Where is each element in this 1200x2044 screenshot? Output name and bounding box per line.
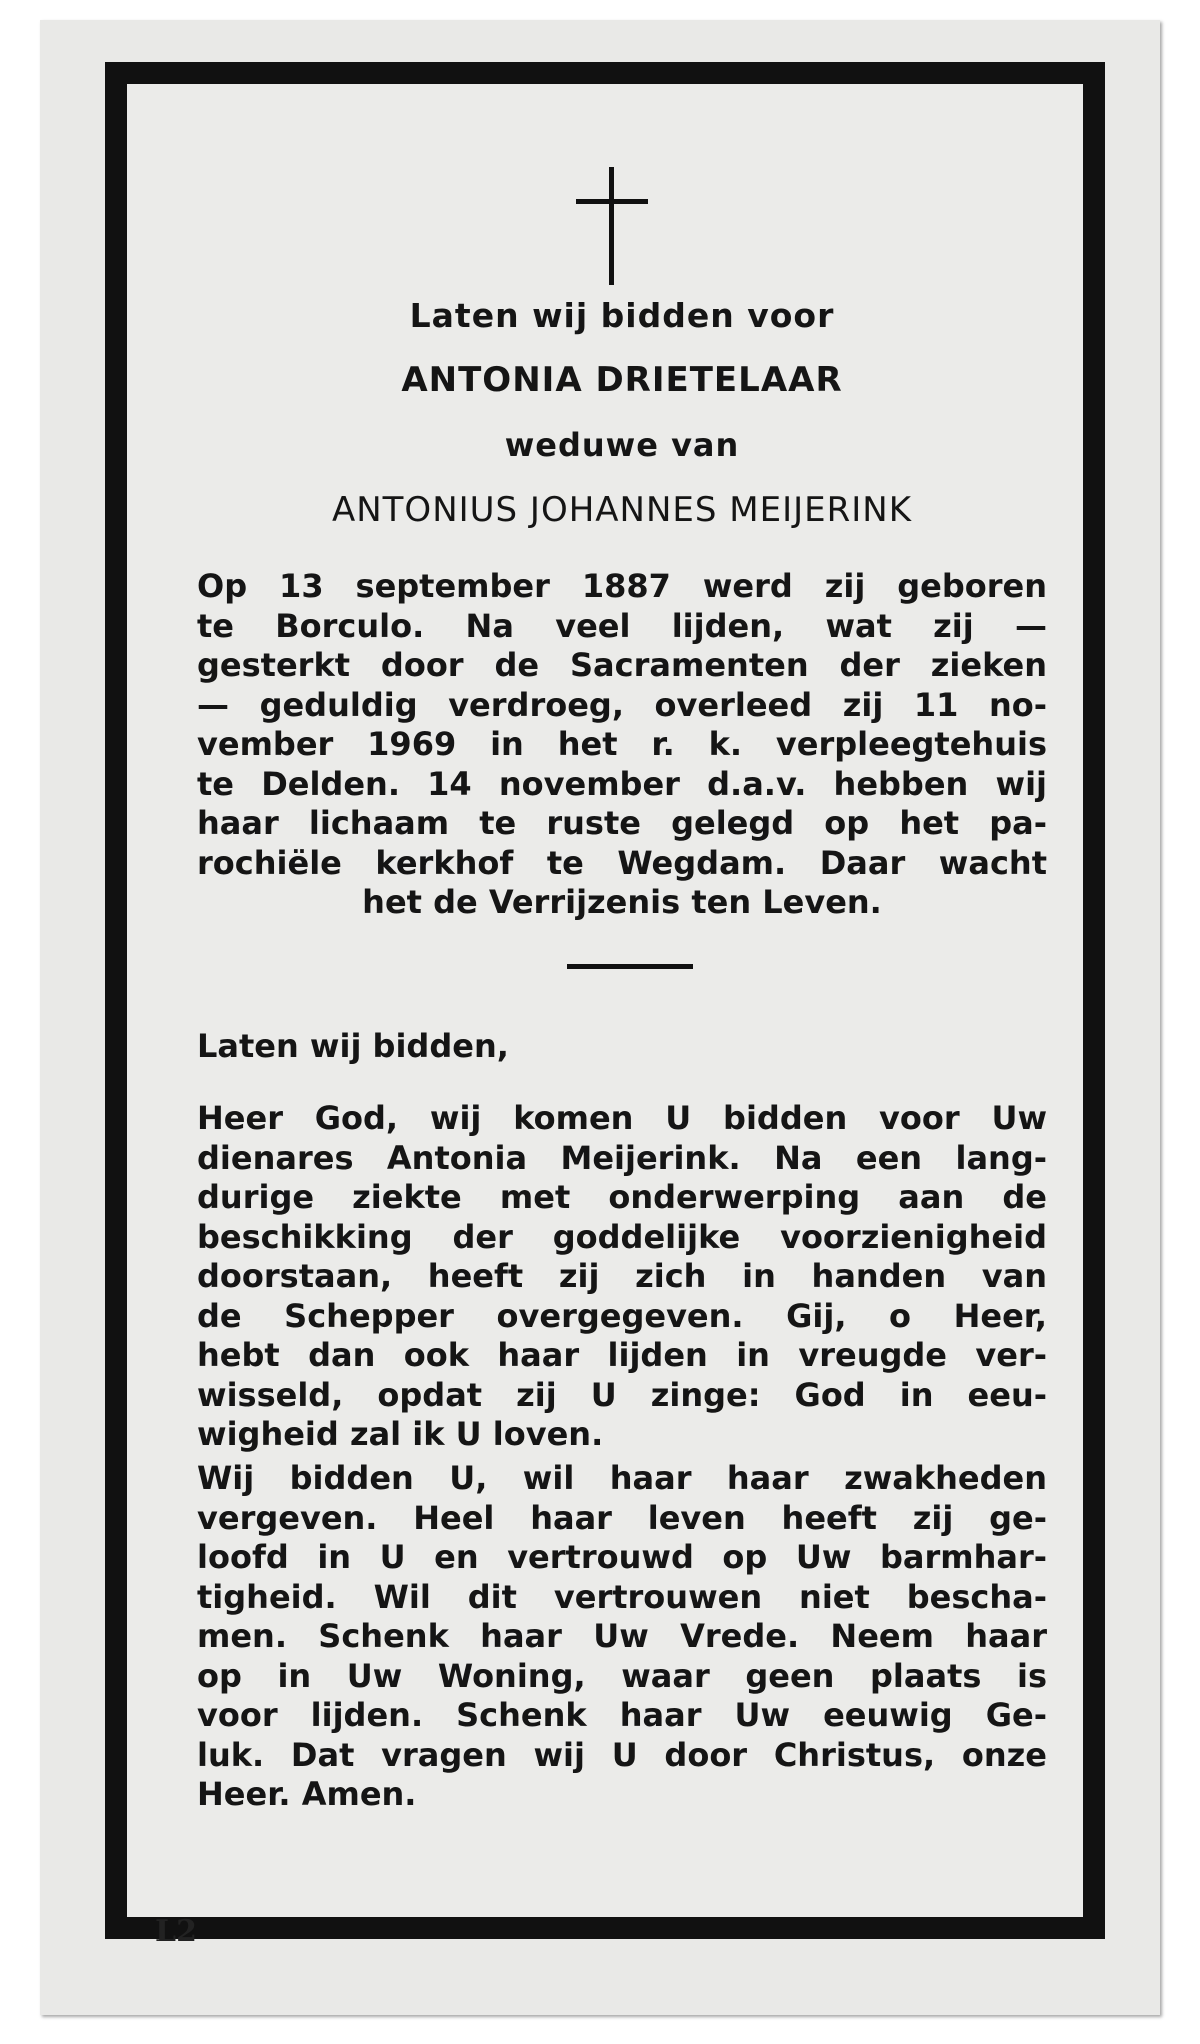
prayer-paragraph-2	[197, 1459, 1047, 1815]
spouse-name: ANTONIUS JOHANNES MEIJERINK	[331, 490, 913, 530]
prayer-line: loofd in U en vertrouwd op Uw barmhar-	[197, 1538, 1047, 1576]
prayer-line: doorstaan, heeft zij zich in handen van	[197, 1257, 1047, 1295]
biography-line: vember 1969 in het r. k. verpleegtehuis	[197, 725, 1047, 763]
biography-line: — geduldig verdroeg, overleed zij 11 no-	[197, 685, 1047, 724]
biography-line: te Delden. 14 november d.a.v. hebben wij	[197, 764, 1047, 803]
biography-line: haar lichaam te ruste gelegd op het pa-	[197, 804, 1047, 842]
prayer-heading: Laten wij bidden,	[197, 1027, 509, 1065]
prayer-line: luk. Dat vragen wij U door Christus, onze	[197, 1735, 1047, 1774]
prayer-line: tigheid. Wil dit vertrouwen niet bescha-	[197, 1577, 1047, 1616]
prayer-line: hebt dan ook haar lijden in vreugde ver-	[197, 1336, 1047, 1374]
opening-line: Laten wij bidden voor	[409, 296, 835, 335]
prayer-line: dienares Antonia Meijerink. Na een lang-	[197, 1138, 1047, 1177]
biography-line: Op 13 september 1887 werd zij geboren	[197, 567, 1047, 605]
printer-code: L2	[155, 1914, 197, 1949]
biography-line: gesterkt door de Sacramenten der zieken	[197, 646, 1047, 684]
prayer-line: de Schepper overgegeven. Gij, o Heer,	[197, 1296, 1047, 1335]
prayer-line: vergeven. Heel haar leven heeft zij ge-	[197, 1498, 1047, 1537]
biography-line: rochiële kerkhof te Wegdam. Daar wacht	[197, 843, 1047, 882]
prayer-line: Heer God, wij komen U bidden voor Uw	[197, 1099, 1047, 1137]
memorial-card	[40, 20, 1160, 2015]
biography-line: te Borculo. Na veel lijden, wat zij —	[197, 606, 1047, 645]
deceased-name: ANTONIA DRIETELAAR	[401, 360, 843, 400]
prayer-line: Wij bidden U, wil haar haar zwakheden	[197, 1459, 1047, 1497]
prayer-line: Heer. Amen.	[197, 1775, 417, 1813]
biography-paragraph	[197, 567, 1047, 923]
prayer-line: wisseld, opdat zij U zinge: God in eeu-	[197, 1375, 1047, 1414]
prayer-line: op in Uw Woning, waar geen plaats is	[197, 1656, 1047, 1695]
prayer-line: beschikking der goddelijke voorzienigheid	[197, 1217, 1047, 1256]
mourning-border	[105, 62, 1105, 1949]
prayer-line: wigheid zal ik U loven.	[197, 1415, 604, 1453]
prayer-line: voor lijden. Schenk haar Uw eeuwig Ge-	[197, 1696, 1047, 1734]
biography-line: het de Verrijzenis ten Leven.	[362, 883, 882, 921]
prayer-line: durige ziekte met onderwerping aan de	[197, 1178, 1047, 1216]
relation-line: weduwe van	[504, 426, 740, 464]
prayer-paragraph-1	[197, 1099, 1047, 1455]
section-divider	[567, 964, 693, 969]
prayer-line: men. Schenk haar Uw Vrede. Neem haar	[197, 1617, 1047, 1655]
cross-icon	[576, 167, 648, 285]
